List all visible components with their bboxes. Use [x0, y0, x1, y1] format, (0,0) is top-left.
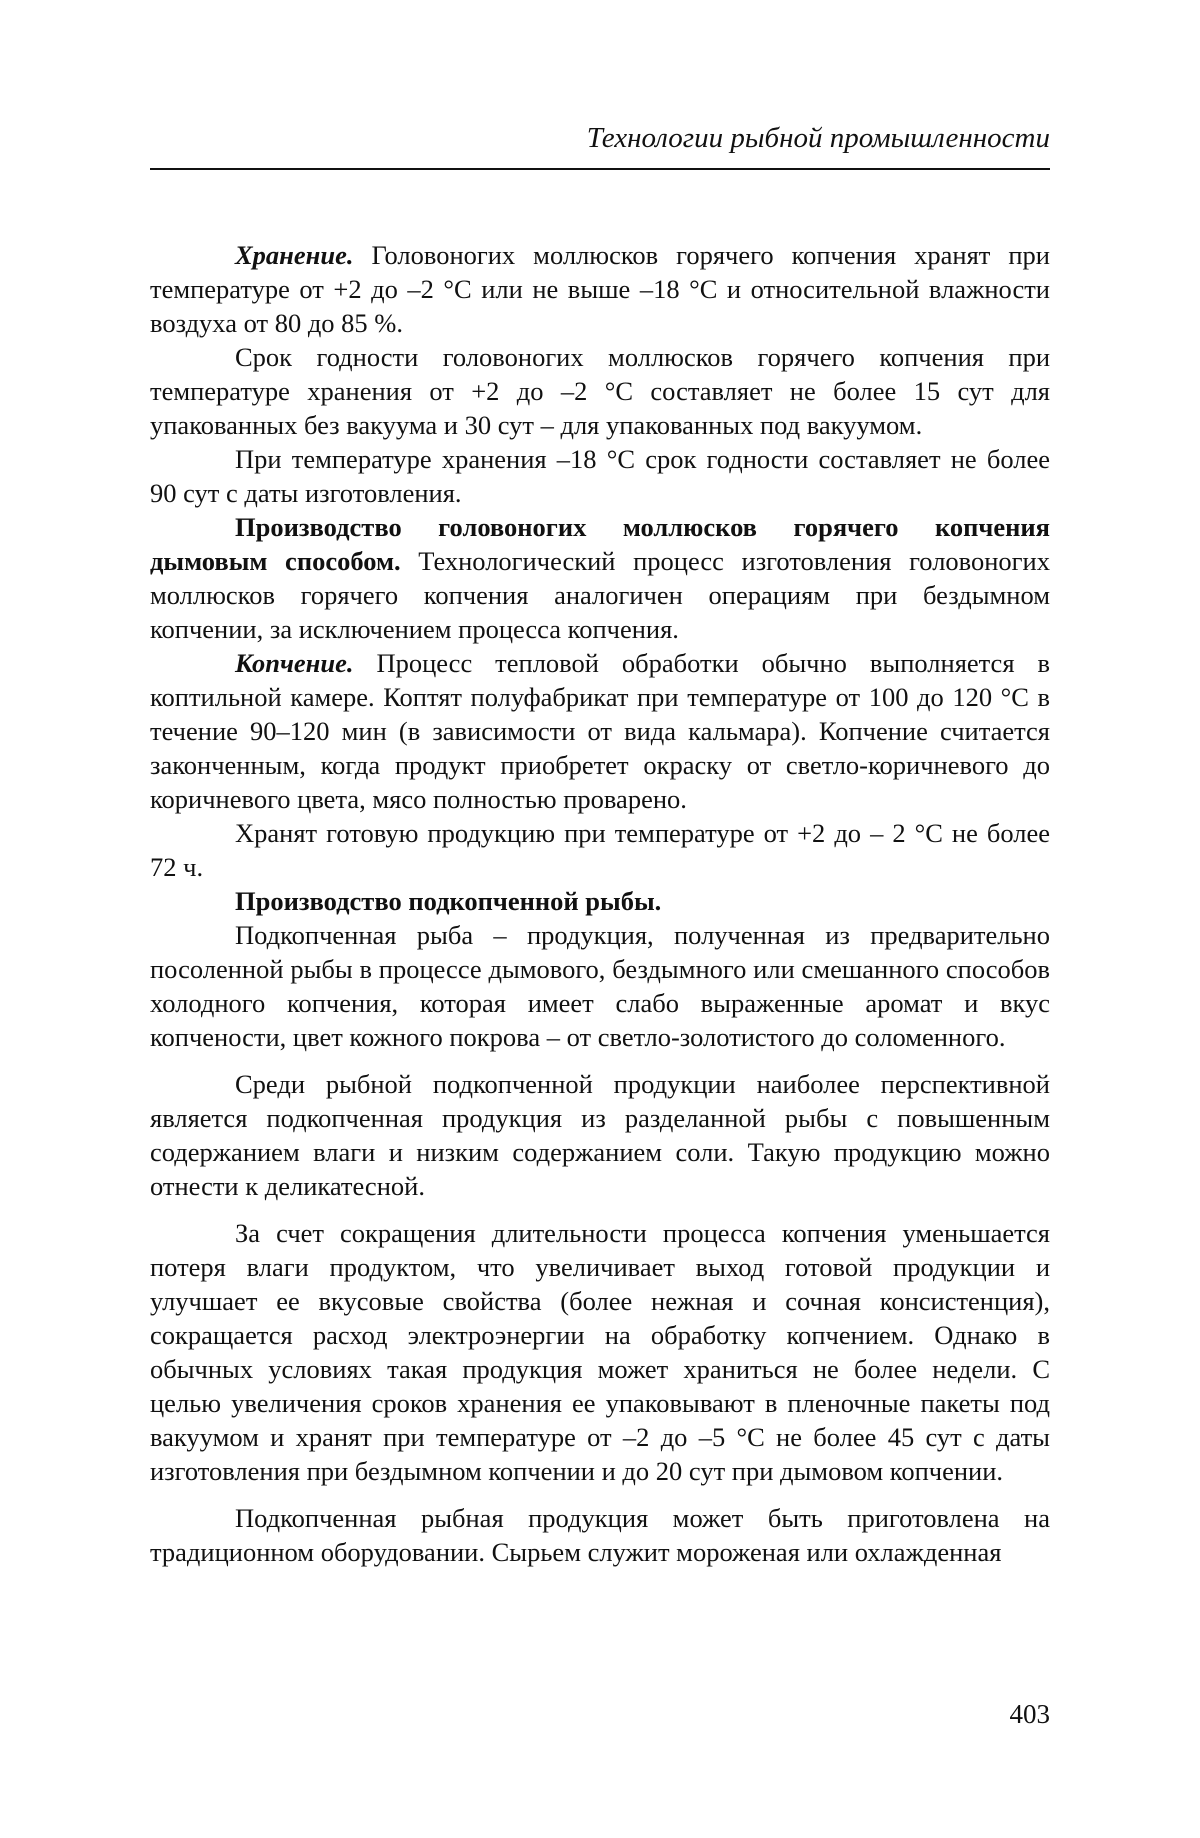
paragraph-text: Технологический процесс изготовления головоногих моллюсков горячего копчения аналогичен операциям при бездымном копчении, за исключением процесса копчения. — [150, 546, 1050, 644]
paragraph-text: Срок годности головоногих моллюсков горячего копчения при температуре хранения от +2 до –2 °С составляет не более 15 сут для упакованных без вакуума и 30 сут – для упакованных под вакуумом. — [150, 342, 1050, 440]
paragraph-smoke-production — [150, 510, 1050, 646]
run-in-heading-smoking: Копчение. — [235, 648, 353, 678]
page-number: 403 — [950, 1697, 1050, 1731]
paragraph-text: При температуре хранения –18 °С срок годности составляет не более 90 сут с даты изготовления. — [150, 444, 1050, 508]
paragraph-equipment — [150, 1501, 1050, 1569]
paragraph-storage — [150, 238, 1050, 340]
paragraph-smoking — [150, 646, 1050, 816]
paragraph-shelf-life — [150, 340, 1050, 442]
header-rule — [150, 168, 1050, 170]
running-header: Технологии рыбной промышленности — [150, 118, 1050, 158]
paragraph-text: Головоногих моллюсков горячего копчения хранят при температуре от +2 до –2 °С или не выше –18 °С и относительной влажности воздуха от 80 до 85 %. — [150, 240, 1050, 338]
section-heading-lightly-smoked-fish: Производство подкопченной рыбы. — [150, 884, 1050, 918]
run-in-heading-smoke-production: Производство головоногих моллюсков горячего копчения дымовым способом. — [150, 512, 1050, 576]
run-in-heading-storage: Хранение. — [235, 240, 354, 270]
paragraph-process-benefits — [150, 1216, 1050, 1488]
paragraph-frozen-storage — [150, 442, 1050, 510]
page-body — [150, 238, 1050, 1569]
paragraph-text: Процесс тепловой обработки обычно выполняется в коптильной камере. Коптят полуфабрикат при температуре от 100 до 120 °С в течение 90–120 мин (в зависимости от вида кальмара). Копчение считается законченным, когда продукт приобретет окраску от светло-коричневого до коричневого цвета, мясо полностью проварено. — [150, 648, 1050, 814]
paragraph-text: Среди рыбной подкопченной продукции наиболее перспективной является подкопченная продукция из разделанной рыбы с повышенным содержанием влаги и низким содержанием соли. Такую продукцию можно отнести к деликатесной. — [150, 1069, 1050, 1201]
paragraph-text: Подкопченная рыбная продукция может быть приготовлена на традиционном оборудовании. Сырьем служит мороженая или охлажденная — [150, 1503, 1050, 1567]
paragraph-text: Хранят готовую продукцию при температуре от +2 до – 2 °С не более 72 ч. — [150, 818, 1050, 882]
paragraph-finished-storage — [150, 816, 1050, 884]
paragraph-text: Подкопченная рыба – продукция, полученная из предварительно посоленной рыбы в процессе дымового, бездымного или смешанного способов холодного копчения, которая имеет слабо выраженные аромат и вкус копчености, цвет кожного покрова – от светло-золотистого до соломенного. — [150, 920, 1050, 1052]
paragraph-perspective — [150, 1067, 1050, 1203]
paragraph-definition — [150, 918, 1050, 1054]
paragraph-text: За счет сокращения длительности процесса копчения уменьшается потеря влаги продуктом, что увеличивает выход готовой продукции и улучшает ее вкусовые свойства (более нежная и сочная консистенция), сокращается расход электроэнергии на обработку копчением. Однако в обычных условиях такая продукция может храниться не более недели. С целью увеличения сроков хранения ее упаковывают в пленочные пакеты под вакуумом и хранят при температуре от –2 до –5 °С не более 45 сут с даты изготовления при бездымном копчении и до 20 сут при дымовом копчении. — [150, 1218, 1050, 1486]
